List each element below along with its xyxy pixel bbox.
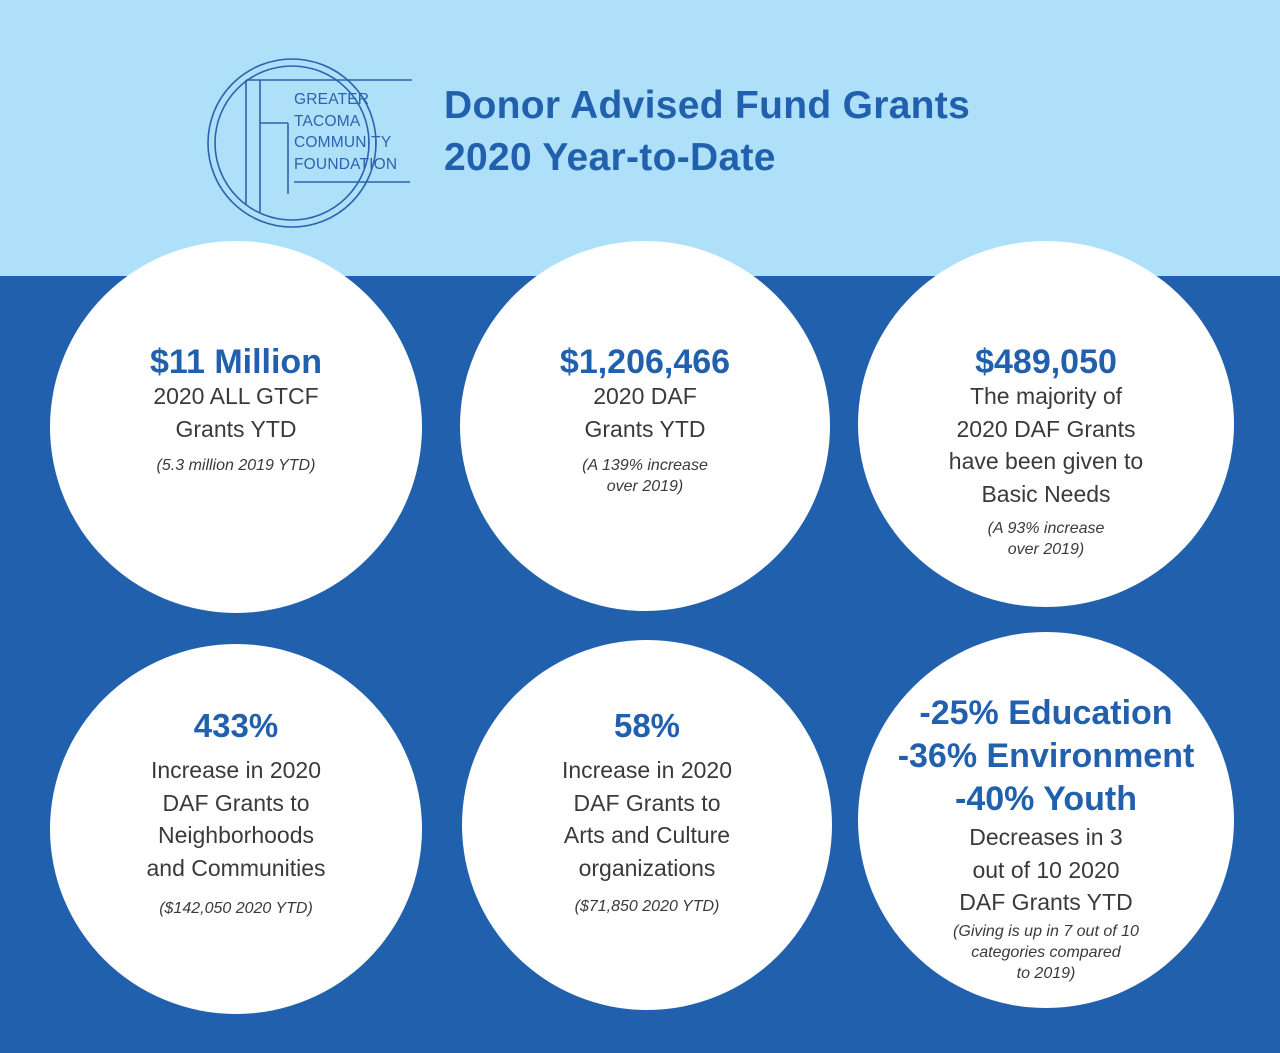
logo-line: FOUNDATION xyxy=(294,155,398,173)
desc-line: have been given to xyxy=(948,448,1144,474)
desc-line: Decreases in 3 xyxy=(969,824,1123,850)
stat-description xyxy=(50,380,422,445)
stat-description xyxy=(460,380,830,445)
desc-line: The majority of xyxy=(969,383,1123,409)
desc-line: organizations xyxy=(578,854,716,881)
note-line: (A 139% increase xyxy=(582,457,708,474)
note-line: (5.3 million 2019 YTD) xyxy=(156,457,316,474)
logo-line: GREATER xyxy=(294,91,370,108)
desc-line: Grants YTD xyxy=(175,415,297,442)
note-line: over 2019) xyxy=(1007,541,1085,558)
stat-circle-daf-grants xyxy=(460,241,830,611)
stat-headline: -25% Education xyxy=(919,694,1173,732)
desc-line: 2020 ALL GTCF xyxy=(153,383,319,409)
logo-line: COMMUNITY xyxy=(294,134,392,151)
desc-line: Grants YTD xyxy=(584,415,706,442)
desc-line: 2020 DAF Grants xyxy=(956,415,1136,442)
desc-line: out of 10 2020 xyxy=(972,856,1120,883)
desc-line: and Communities xyxy=(146,854,326,881)
desc-line: Increase in 2020 xyxy=(150,757,322,783)
stat-note xyxy=(460,455,830,497)
stat-circle-total-grants xyxy=(50,241,422,613)
stat-note xyxy=(462,896,832,917)
note-line: ($142,050 2020 YTD) xyxy=(159,900,313,917)
note-line: ($71,850 2020 YTD) xyxy=(574,898,720,915)
desc-line: Basic Needs xyxy=(981,480,1111,507)
title-line-1: Donor Advised Fund Grants xyxy=(444,84,971,127)
stat-headline: $11 Million xyxy=(150,343,322,381)
logo-wordmark xyxy=(294,89,397,175)
desc-line: 2020 DAF xyxy=(593,383,697,409)
stat-headline: -36% Environment xyxy=(897,737,1195,775)
note-line: (Giving is up in 7 out of 10 xyxy=(953,922,1139,940)
logo-line: TACOMA xyxy=(294,112,361,130)
stat-note xyxy=(50,455,422,476)
page-title xyxy=(444,80,970,184)
desc-line: DAF Grants YTD xyxy=(959,889,1133,915)
desc-line: Increase in 2020 xyxy=(561,757,733,783)
note-line: (A 93% increase xyxy=(987,520,1105,537)
stat-circle-decreases xyxy=(858,632,1234,1008)
stat-note xyxy=(50,898,422,919)
stat-headline: $1,206,466 xyxy=(559,343,731,381)
stat-note xyxy=(858,518,1234,560)
stat-headline: 433% xyxy=(193,707,279,744)
stat-headline: -40% Youth xyxy=(955,780,1137,818)
stat-note xyxy=(858,921,1234,984)
stat-circle-neighborhoods xyxy=(50,644,422,1014)
header-banner xyxy=(0,0,1280,276)
note-line: over 2019) xyxy=(606,478,684,495)
stat-description xyxy=(858,821,1234,919)
title-line-2: 2020 Year-to-Date xyxy=(444,136,776,179)
stat-headline: $489,050 xyxy=(975,343,1117,381)
desc-line: Arts and Culture xyxy=(563,822,731,848)
stat-description xyxy=(50,754,422,884)
stat-circle-arts-culture xyxy=(462,640,832,1010)
stat-circle-basic-needs xyxy=(858,241,1234,607)
desc-line: DAF Grants to xyxy=(162,789,310,816)
note-line: categories compared xyxy=(971,943,1121,961)
stat-headline: 58% xyxy=(613,707,681,744)
stat-description xyxy=(858,380,1234,510)
desc-line: DAF Grants to xyxy=(573,789,721,816)
note-line: to 2019) xyxy=(1016,964,1076,982)
desc-line: Neighborhoods xyxy=(157,822,314,848)
stat-description xyxy=(462,754,832,884)
